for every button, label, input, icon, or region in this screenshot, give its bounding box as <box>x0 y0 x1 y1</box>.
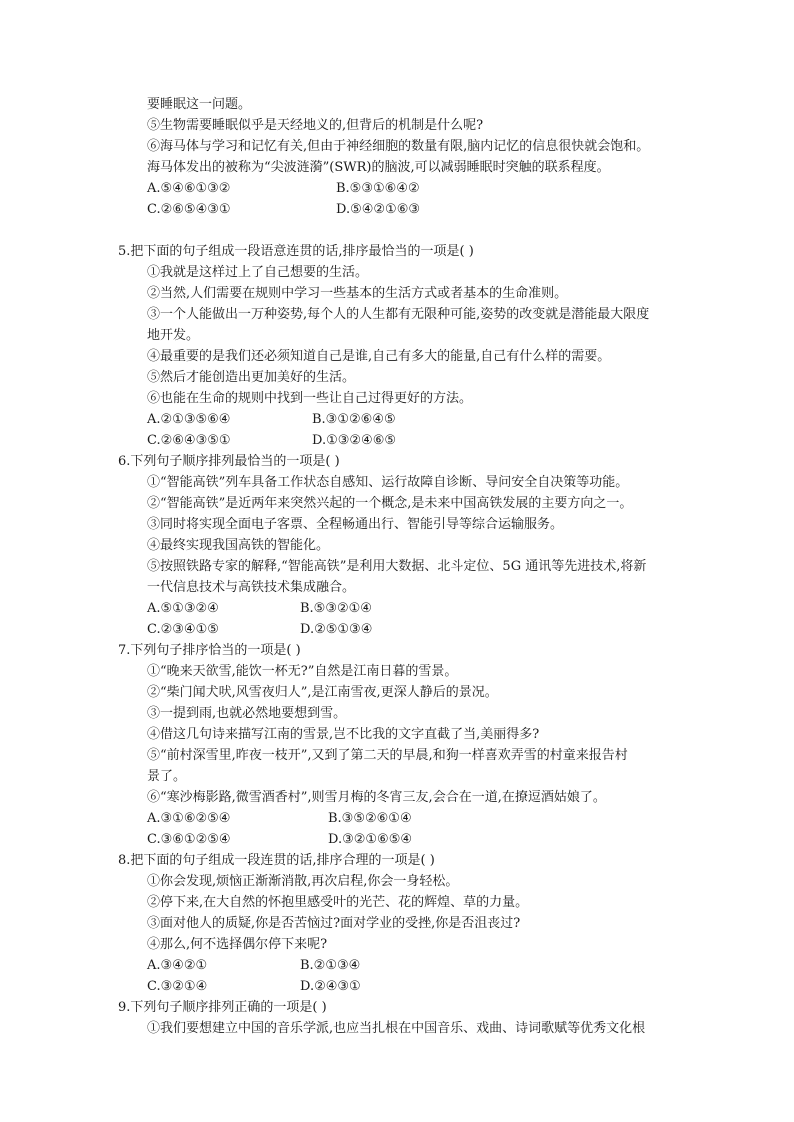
question-8-sentence: ②停下来,在大自然的怀抱里感受叶的光芒、花的辉煌、草的力量。 <box>147 895 529 910</box>
question-6-sentence: ③同时将实现全面电子客票、全程畅通出行、智能引导等综合运输服务。 <box>147 517 564 532</box>
option-c: C.②⑥⑤④③① <box>147 202 231 217</box>
question-6-sentence: ④最终实现我国高铁的智能化。 <box>147 538 330 553</box>
question-8-sentence: ③面对他人的质疑,你是否苦恼过?面对学业的受挫,你是否沮丧过? <box>147 916 521 931</box>
question-7-sentence: ③一提到雨,也就必然地要想到雪。 <box>147 706 347 721</box>
option-c: C.③⑥①②⑤④ <box>147 832 231 847</box>
question-5-stem: 5.把下面的句子组成一段语意连贯的话,排序最恰当的一项是( ) <box>118 244 474 259</box>
question-6-sentence: ⑤按照铁路专家的解释,“智能高铁”是利用大数据、北斗定位、5G 通讯等先进技术,将新 <box>147 559 647 574</box>
option-a: A.⑤④⑥①③② <box>147 181 231 196</box>
question-6-sentence: ②“智能高铁”是近两年来突然兴起的一个概念,是未来中国高铁发展的主要方向之一。 <box>147 496 633 511</box>
option-b: B.⑤③②①④ <box>300 601 372 616</box>
continuation-line: 海马体发出的被称为“尖波涟漪”(SWR)的脑波,可以减弱睡眠时突触的联系程度。 <box>147 160 610 175</box>
option-d: D.②④③① <box>300 979 361 994</box>
question-8-sentence: ④那么,何不选择偶尔停下来呢? <box>147 937 328 952</box>
question-7-sentence: 景了。 <box>147 769 187 784</box>
option-c: C.②③④①⑤ <box>147 622 219 637</box>
question-7-stem: 7.下列句子排序恰当的一项是( ) <box>118 643 301 658</box>
question-5-sentence: ③一个人能做出一万种姿势,每个人的人生都有无限种可能,姿势的改变就是潜能最大限度 <box>147 307 650 322</box>
option-c: C.③②①④ <box>147 979 208 994</box>
continuation-line: ⑥海马体与学习和记忆有关,但由于神经细胞的数量有限,脑内记忆的信息很快就会饱和。 <box>147 139 650 154</box>
option-d: D.②⑤①③④ <box>300 622 373 637</box>
question-6-sentence: 一代信息技术与高铁技术集成融合。 <box>147 580 356 595</box>
question-6-stem: 6.下列句子顺序排列最恰当的一项是( ) <box>118 454 340 469</box>
question-7-sentence: ⑥“寒沙梅影路,微雪酒香村”,则雪月梅的冬宵三友,会合在一道,在撩逗酒姑娘了。 <box>147 790 606 805</box>
option-b: B.②①③④ <box>300 958 361 973</box>
question-5-sentence: ⑥也能在生命的规则中找到一些让自己过得更好的方法。 <box>147 391 473 406</box>
question-9-sentence: ①我们要想建立中国的音乐学派,也应当扎根在中国音乐、戏曲、诗词歌赋等优秀文化根 <box>147 1021 646 1036</box>
option-b: B.③⑤②⑥①④ <box>328 811 412 826</box>
question-7-sentence: ⑤“前村深雪里,昨夜一枝开”,又到了第二天的早晨,和狗一样喜欢弄雪的村童来报告村 <box>147 748 628 763</box>
question-7-sentence: ①“晚来天欲雪,能饮一杯无?”自然是江南日暮的雪景。 <box>147 664 458 679</box>
question-8-stem: 8.把下面的句子组成一段连贯的话,排序合理的一项是( ) <box>118 853 435 868</box>
option-c: C.②⑥④③⑤① <box>147 433 231 448</box>
option-d: D.⑤④②①⑥③ <box>336 202 421 217</box>
continuation-line: 要睡眠这一问题。 <box>147 97 252 112</box>
continuation-line: ⑤生物需要睡眠似乎是天经地义的,但背后的机制是什么呢? <box>147 118 484 133</box>
option-a: A.⑤①③②④ <box>147 601 219 616</box>
question-5-sentence: ⑤然后才能创造出更加美好的生活。 <box>147 370 356 385</box>
option-d: D.①③②④⑥⑤ <box>312 433 397 448</box>
question-5-sentence: ④最重要的是我们还必须知道自己是谁,自己有多大的能量,自己有什么样的需要。 <box>147 349 611 364</box>
question-5-sentence: ①我就是这样过上了自己想要的生活。 <box>147 265 369 280</box>
question-7-sentence: ④借这几句诗来描写江南的雪景,岂不比我的文字直截了当,美丽得多? <box>147 727 540 742</box>
option-a: A.②①③⑤⑥④ <box>147 412 231 427</box>
option-b: B.⑤③①⑥④② <box>336 181 420 196</box>
question-5-sentence: 地开发。 <box>147 328 200 343</box>
question-8-sentence: ①你会发现,烦恼正渐渐消散,再次启程,你会一身轻松。 <box>147 874 459 889</box>
question-7-sentence: ②“柴门闻犬吠,风雪夜归人”,是江南雪夜,更深人静后的景况。 <box>147 685 498 700</box>
option-a: A.③①⑥②⑤④ <box>147 811 231 826</box>
question-5-sentence: ②当然,人们需要在规则中学习一些基本的生活方式或者基本的生命准则。 <box>147 286 568 301</box>
option-a: A.③④②① <box>147 958 208 973</box>
option-b: B.③①②⑥④⑤ <box>312 412 396 427</box>
option-d: D.③②①⑥⑤④ <box>328 832 413 847</box>
question-6-sentence: ①“智能高铁”列车具备工作状态自感知、运行故障自诊断、导问安全自决策等功能。 <box>147 475 629 490</box>
question-9-stem: 9.下列句子顺序排列正确的一项是( ) <box>118 1000 327 1015</box>
